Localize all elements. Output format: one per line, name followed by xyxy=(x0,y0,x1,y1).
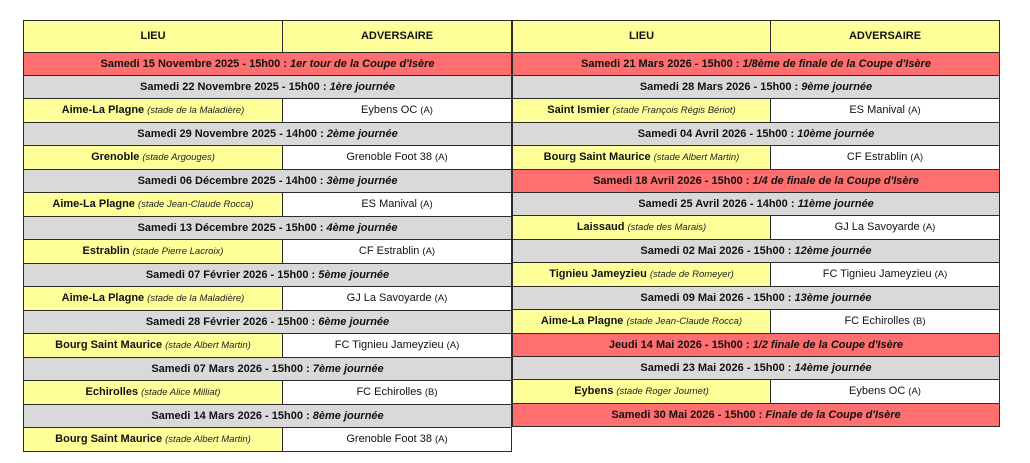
stadium: (stade Jean-Claude Rocca) xyxy=(626,316,743,327)
lieu-cell xyxy=(513,310,771,334)
league-date-row xyxy=(513,193,1000,216)
adversaire-cell xyxy=(771,310,1000,334)
city: Aime-La Plagne xyxy=(61,292,145,304)
match-row xyxy=(513,380,1000,404)
opponent-tag: (B) xyxy=(424,387,438,398)
opponent-team: Grenoble Foot 38 xyxy=(346,151,432,163)
event-name: 10ème journée xyxy=(797,128,875,140)
lieu-cell xyxy=(513,146,771,170)
city: Laissaud xyxy=(576,221,625,233)
date-time: Samedi 14 Mars 2026 - 15h00 : xyxy=(151,410,313,422)
opponent-team: ES Manival xyxy=(849,104,905,116)
lieu-cell xyxy=(513,263,771,287)
opponent-team: FC Tignieu Jameyzieu xyxy=(822,268,932,280)
event-name: 13ème journée xyxy=(794,292,872,304)
date-time: Samedi 29 Novembre 2025 - 14h00 : xyxy=(137,128,327,140)
stadium: (stade Alice Milliat) xyxy=(141,387,221,398)
date-cell xyxy=(513,404,1000,427)
schedule-body-left xyxy=(24,53,512,452)
stadium: (stade Jean-Claude Rocca) xyxy=(137,199,254,210)
match-row xyxy=(24,334,512,358)
date-time: Samedi 15 Novembre 2025 - 15h00 : xyxy=(100,58,291,70)
city: Grenoble xyxy=(91,151,140,163)
league-date-row xyxy=(24,405,512,428)
opponent-tag: (A) xyxy=(434,152,448,163)
adversaire-cell xyxy=(771,99,1000,123)
event-name: 5ème journée xyxy=(318,269,390,281)
league-date-row xyxy=(24,170,512,193)
date-time: Samedi 23 Mai 2026 - 15h00 : xyxy=(640,362,795,374)
opponent-team: CF Estrablin xyxy=(358,245,420,257)
match-row xyxy=(513,216,1000,240)
league-date-row xyxy=(24,217,512,240)
stadium: (stade de la Maladière) xyxy=(147,293,245,304)
opponent-tag: (A) xyxy=(446,340,460,351)
date-cell xyxy=(24,311,512,334)
stadium: (stade des Marais) xyxy=(627,222,707,233)
date-cell xyxy=(513,193,1000,216)
city: Aime-La Plagne xyxy=(61,104,145,116)
opponent-team: FC Tignieu Jameyzieu xyxy=(334,339,444,351)
stadium: (stade Albert Martin) xyxy=(165,434,251,445)
opponent-tag: (A) xyxy=(908,386,921,397)
lieu-cell xyxy=(24,99,283,123)
adversaire-cell xyxy=(283,334,512,358)
lieu-cell xyxy=(24,334,283,358)
stadium: (stade Albert Martin) xyxy=(165,340,251,351)
lieu-cell xyxy=(24,240,283,264)
date-time: Samedi 21 Mars 2026 - 15h00 : xyxy=(581,58,743,70)
adversaire-cell xyxy=(283,381,512,405)
date-time: Samedi 06 Décembre 2025 - 14h00 : xyxy=(137,175,327,187)
cup-date-row xyxy=(24,53,512,76)
league-date-row xyxy=(513,357,1000,380)
city: Bourg Saint Maurice xyxy=(55,433,163,445)
date-time: Samedi 04 Avril 2026 - 15h00 : xyxy=(637,128,798,140)
adversaire-cell xyxy=(771,216,1000,240)
league-date-row xyxy=(513,123,1000,146)
opponent-team: GJ La Savoyarde xyxy=(834,221,920,233)
opponent-team: CF Estrablin xyxy=(846,151,908,163)
city: Bourg Saint Maurice xyxy=(55,339,163,351)
header-lieu: LIEU xyxy=(513,21,771,53)
city: Aime-La Plagne xyxy=(52,198,135,210)
league-date-row xyxy=(24,311,512,334)
date-time: Jeudi 14 Mai 2026 - 15h00 : xyxy=(608,339,753,351)
adversaire-cell xyxy=(771,380,1000,404)
adversaire-cell xyxy=(283,146,512,170)
opponent-tag: (A) xyxy=(910,152,924,163)
date-time: Samedi 30 Mai 2026 - 15h00 : xyxy=(611,409,766,421)
adversaire-cell xyxy=(283,428,512,452)
event-name: 1/8ème de finale de la Coupe d'Isère xyxy=(742,58,931,70)
opponent-team: FC Echirolles xyxy=(844,315,910,327)
date-cell xyxy=(24,358,512,381)
city: Bourg Saint Maurice xyxy=(543,151,651,163)
event-name: 1/4 de finale de la Coupe d'Isère xyxy=(752,175,919,187)
date-time: Samedi 02 Mai 2026 - 15h00 : xyxy=(640,245,795,257)
opponent-team: FC Echirolles xyxy=(356,386,422,398)
match-row xyxy=(513,263,1000,287)
date-time: Samedi 18 Avril 2026 - 15h00 : xyxy=(593,175,753,187)
league-date-row xyxy=(24,358,512,381)
event-name: 6ème journée xyxy=(318,316,390,328)
header-row xyxy=(24,21,512,53)
cup-date-row xyxy=(513,53,1000,76)
match-row xyxy=(513,310,1000,334)
league-date-row xyxy=(513,287,1000,310)
lieu-cell xyxy=(24,381,283,405)
opponent-tag: (A) xyxy=(434,434,448,445)
city: Tignieu Jameyzieu xyxy=(549,268,647,280)
header-lieu: LIEU xyxy=(24,21,283,53)
adversaire-cell xyxy=(283,287,512,311)
opponent-team: Eybens OC xyxy=(361,104,418,116)
match-row xyxy=(24,193,512,217)
event-name: 4ème journée xyxy=(326,222,398,234)
adversaire-cell xyxy=(283,240,512,264)
opponent-tag: (B) xyxy=(912,316,926,327)
lieu-cell xyxy=(24,146,283,170)
event-name: 1ère journée xyxy=(329,81,395,93)
stadium: (stade Pierre Lacroix) xyxy=(132,246,224,257)
header-adversaire: ADVERSAIRE xyxy=(283,21,512,53)
date-time: Samedi 07 Mars 2026 - 15h00 : xyxy=(151,363,313,375)
opponent-tag: (A) xyxy=(922,222,936,233)
event-name: 12ème journée xyxy=(794,245,872,257)
date-time: Samedi 28 Février 2026 - 15h00 : xyxy=(145,316,319,328)
header-row xyxy=(513,21,1000,53)
stadium: (stade Roger Journet) xyxy=(616,386,709,397)
match-row xyxy=(24,240,512,264)
date-time: Samedi 25 Avril 2026 - 14h00 : xyxy=(638,198,798,210)
date-cell xyxy=(513,53,1000,76)
league-date-row xyxy=(513,240,1000,263)
date-cell xyxy=(24,170,512,193)
header-adversaire: ADVERSAIRE xyxy=(771,21,1000,53)
date-cell xyxy=(513,287,1000,310)
cup-date-row xyxy=(513,404,1000,427)
schedule-table-left xyxy=(23,20,512,452)
date-time: Samedi 13 Décembre 2025 - 15h00 : xyxy=(137,222,327,234)
date-time: Samedi 28 Mars 2026 - 15h00 : xyxy=(639,81,802,93)
opponent-tag: (A) xyxy=(934,269,948,280)
event-name: 2ème journée xyxy=(326,128,398,140)
date-cell xyxy=(513,76,1000,99)
date-cell xyxy=(24,53,512,76)
cup-date-row xyxy=(513,334,1000,357)
schedule-table-right xyxy=(512,20,1000,427)
date-time: Samedi 07 Février 2026 - 15h00 : xyxy=(145,269,319,281)
city: Estrablin xyxy=(82,245,130,257)
city: Echirolles xyxy=(85,386,139,398)
adversaire-cell xyxy=(283,99,512,123)
match-row xyxy=(24,428,512,452)
match-row xyxy=(513,99,1000,123)
match-row xyxy=(24,99,512,123)
city: Eybens xyxy=(574,385,614,397)
date-cell xyxy=(24,123,512,146)
date-time: Samedi 09 Mai 2026 - 15h00 : xyxy=(640,292,795,304)
date-cell xyxy=(24,76,512,99)
cup-date-row xyxy=(513,170,1000,193)
lieu-cell xyxy=(24,287,283,311)
city: Aime-La Plagne xyxy=(540,315,624,327)
date-cell xyxy=(24,264,512,287)
event-name: 14ème journée xyxy=(794,362,872,374)
match-row xyxy=(24,381,512,405)
stadium: (stade de Romeyer) xyxy=(649,269,734,280)
event-name: 3ème journée xyxy=(326,175,398,187)
city: Saint Ismier xyxy=(547,104,610,116)
date-time: Samedi 22 Novembre 2025 - 15h00 : xyxy=(140,81,330,93)
league-date-row xyxy=(513,76,1000,99)
opponent-team: GJ La Savoyarde xyxy=(346,292,432,304)
date-cell xyxy=(24,405,512,428)
event-name: 9ème journée xyxy=(801,81,873,93)
opponent-team: ES Manival xyxy=(361,198,417,210)
event-name: 1er tour de la Coupe d'Isère xyxy=(290,58,435,70)
event-name: 11ème journée xyxy=(797,198,874,210)
lieu-cell xyxy=(24,428,283,452)
league-date-row xyxy=(24,264,512,287)
lieu-cell xyxy=(24,193,283,217)
match-row xyxy=(24,287,512,311)
match-row xyxy=(513,146,1000,170)
date-cell xyxy=(513,123,1000,146)
schedule-body-right xyxy=(513,53,1000,427)
adversaire-cell xyxy=(771,263,1000,287)
date-cell xyxy=(513,170,1000,193)
opponent-team: Grenoble Foot 38 xyxy=(346,433,432,445)
stadium: (stade Argouges) xyxy=(142,152,215,163)
opponent-tag: (A) xyxy=(420,105,433,116)
league-date-row xyxy=(24,123,512,146)
date-cell xyxy=(24,217,512,240)
event-name: Finale de la Coupe d'Isère xyxy=(765,409,901,421)
adversaire-cell xyxy=(283,193,512,217)
date-cell xyxy=(513,357,1000,380)
event-name: 1/2 finale de la Coupe d'Isère xyxy=(752,339,904,351)
lieu-cell xyxy=(513,216,771,240)
event-name: 8ème journée xyxy=(312,410,384,422)
date-cell xyxy=(513,240,1000,263)
lieu-cell xyxy=(513,99,771,123)
lieu-cell xyxy=(513,380,771,404)
event-name: 7ème journée xyxy=(312,363,384,375)
opponent-tag: (A) xyxy=(422,246,436,257)
stadium: (stade François Régis Bériot) xyxy=(612,105,736,116)
match-row xyxy=(24,146,512,170)
league-date-row xyxy=(24,76,512,99)
adversaire-cell xyxy=(771,146,1000,170)
date-cell xyxy=(513,334,1000,357)
stadium: (stade de la Maladière) xyxy=(147,105,245,116)
stadium: (stade Albert Martin) xyxy=(653,152,740,163)
opponent-tag: (A) xyxy=(907,105,921,116)
opponent-team: Eybens OC xyxy=(849,385,906,397)
opponent-tag: (A) xyxy=(419,199,433,210)
opponent-tag: (A) xyxy=(434,293,448,304)
